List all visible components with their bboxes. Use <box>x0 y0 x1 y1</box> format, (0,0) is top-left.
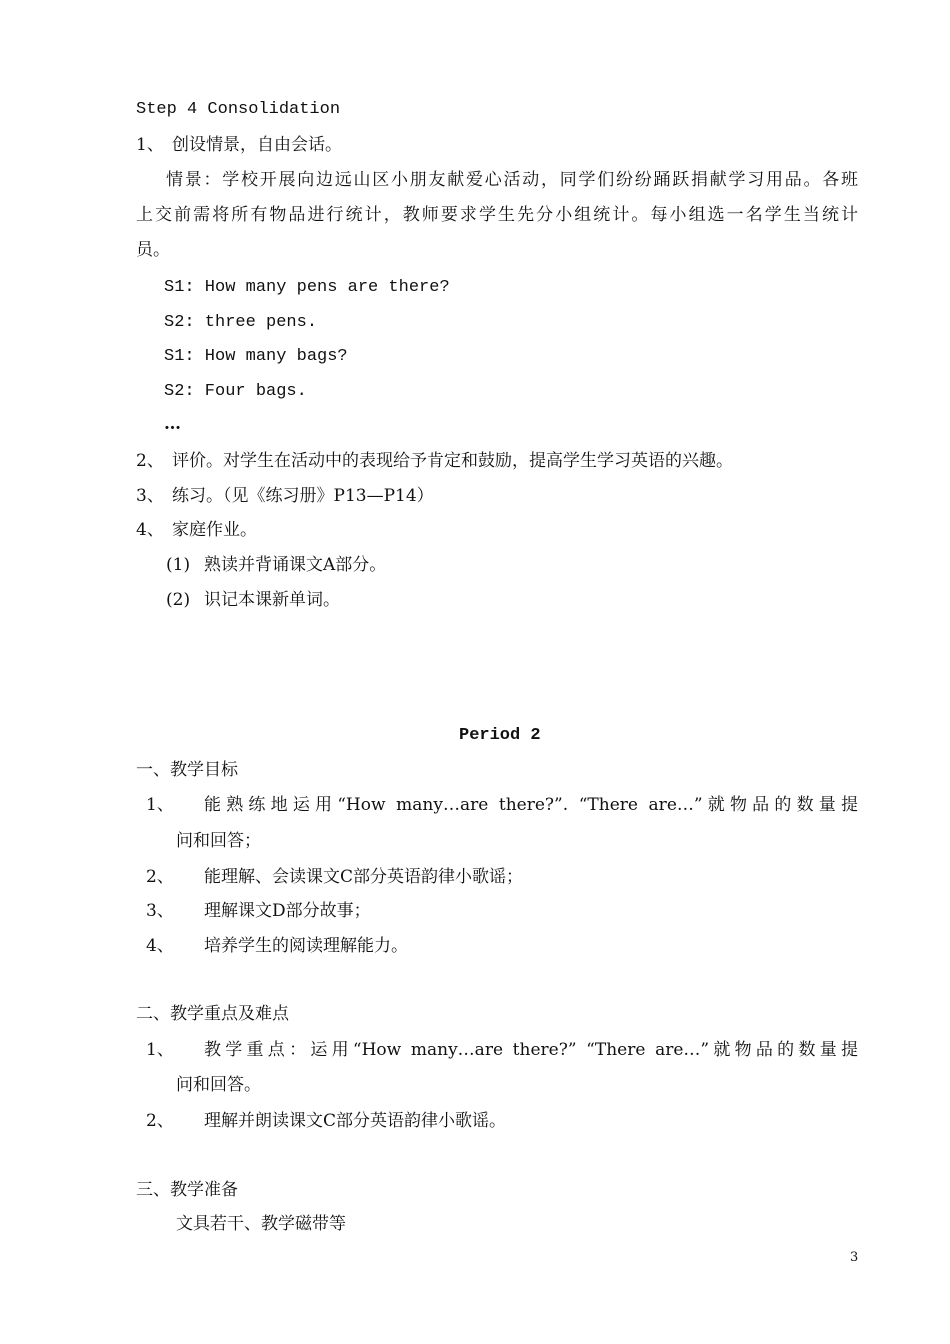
objective-number: 4、 <box>146 936 174 956</box>
item-text: 家庭作业。 <box>172 520 257 540</box>
homework-number: (2) <box>166 590 191 610</box>
homework-text: 熟读并背诵课文A部分。 <box>204 555 387 575</box>
item-number: 4、 <box>136 520 164 540</box>
keypoint-text: 理解并朗读课文C部分英语韵律小歌谣。 <box>204 1111 507 1131</box>
objective-number: 2、 <box>146 867 174 887</box>
item-text: 练习。（见《练习册》P13—P14） <box>172 486 434 506</box>
objective-number: 3、 <box>146 901 174 921</box>
page-number: 3 <box>850 1250 859 1265</box>
homework-text: 识记本课新单词。 <box>204 590 340 610</box>
objective-text: 能熟练地运用“How many…are there?”. “There are…”就物品的数量提 <box>204 795 858 815</box>
step4-heading: Step 4 Consolidation <box>136 100 341 119</box>
objective-number: 1、 <box>146 795 174 815</box>
section-heading: 三、教学准备 <box>136 1180 238 1200</box>
scenario-line: 上交前需将所有物品进行统计，教师要求学生先分小组统计。每小组选一名学生当统计 <box>136 205 858 225</box>
item-number: 2、 <box>136 451 164 471</box>
item-text: 创设情景，自由会话。 <box>172 135 342 155</box>
preparation-text: 文具若干、教学磁带等 <box>176 1214 346 1234</box>
section-heading: 二、教学重点及难点 <box>136 1004 289 1024</box>
keypoint-text-cont: 问和回答。 <box>176 1075 261 1095</box>
item-number: 3、 <box>136 486 164 506</box>
dialogue-ellipsis: … <box>164 414 181 434</box>
period-title: Period 2 <box>459 726 541 745</box>
scenario-line: 情景：学校开展向边远山区小朋友献爱心活动，同学们纷纷踊跃捐献学习用品。各班 <box>166 170 858 190</box>
scenario-line: 员。 <box>136 240 170 260</box>
homework-number: (1) <box>166 555 191 575</box>
keypoint-number: 2、 <box>146 1111 174 1131</box>
keypoint-number: 1、 <box>146 1040 174 1060</box>
dialogue-line: S1: How many pens are there? <box>164 278 450 297</box>
section-heading: 一、教学目标 <box>136 760 238 780</box>
item-number: 1、 <box>136 135 164 155</box>
dialogue-line: S1: How many bags? <box>164 347 348 366</box>
dialogue-line: S2: Four bags. <box>164 382 307 401</box>
objective-text: 能理解、会读课文C部分英语韵律小歌谣； <box>204 867 524 887</box>
objective-text-cont: 问和回答； <box>176 831 261 851</box>
item-text: 评价。对学生在活动中的表现给予肯定和鼓励，提高学生学习英语的兴趣。 <box>172 451 733 471</box>
objective-text: 理解课文D部分故事； <box>204 901 371 921</box>
objective-text: 培养学生的阅读理解能力。 <box>204 936 408 956</box>
keypoint-text: 教学重点：运用“How many…are there?” “There are…”就物品的数量提 <box>204 1040 858 1060</box>
dialogue-line: S2: three pens. <box>164 313 318 332</box>
